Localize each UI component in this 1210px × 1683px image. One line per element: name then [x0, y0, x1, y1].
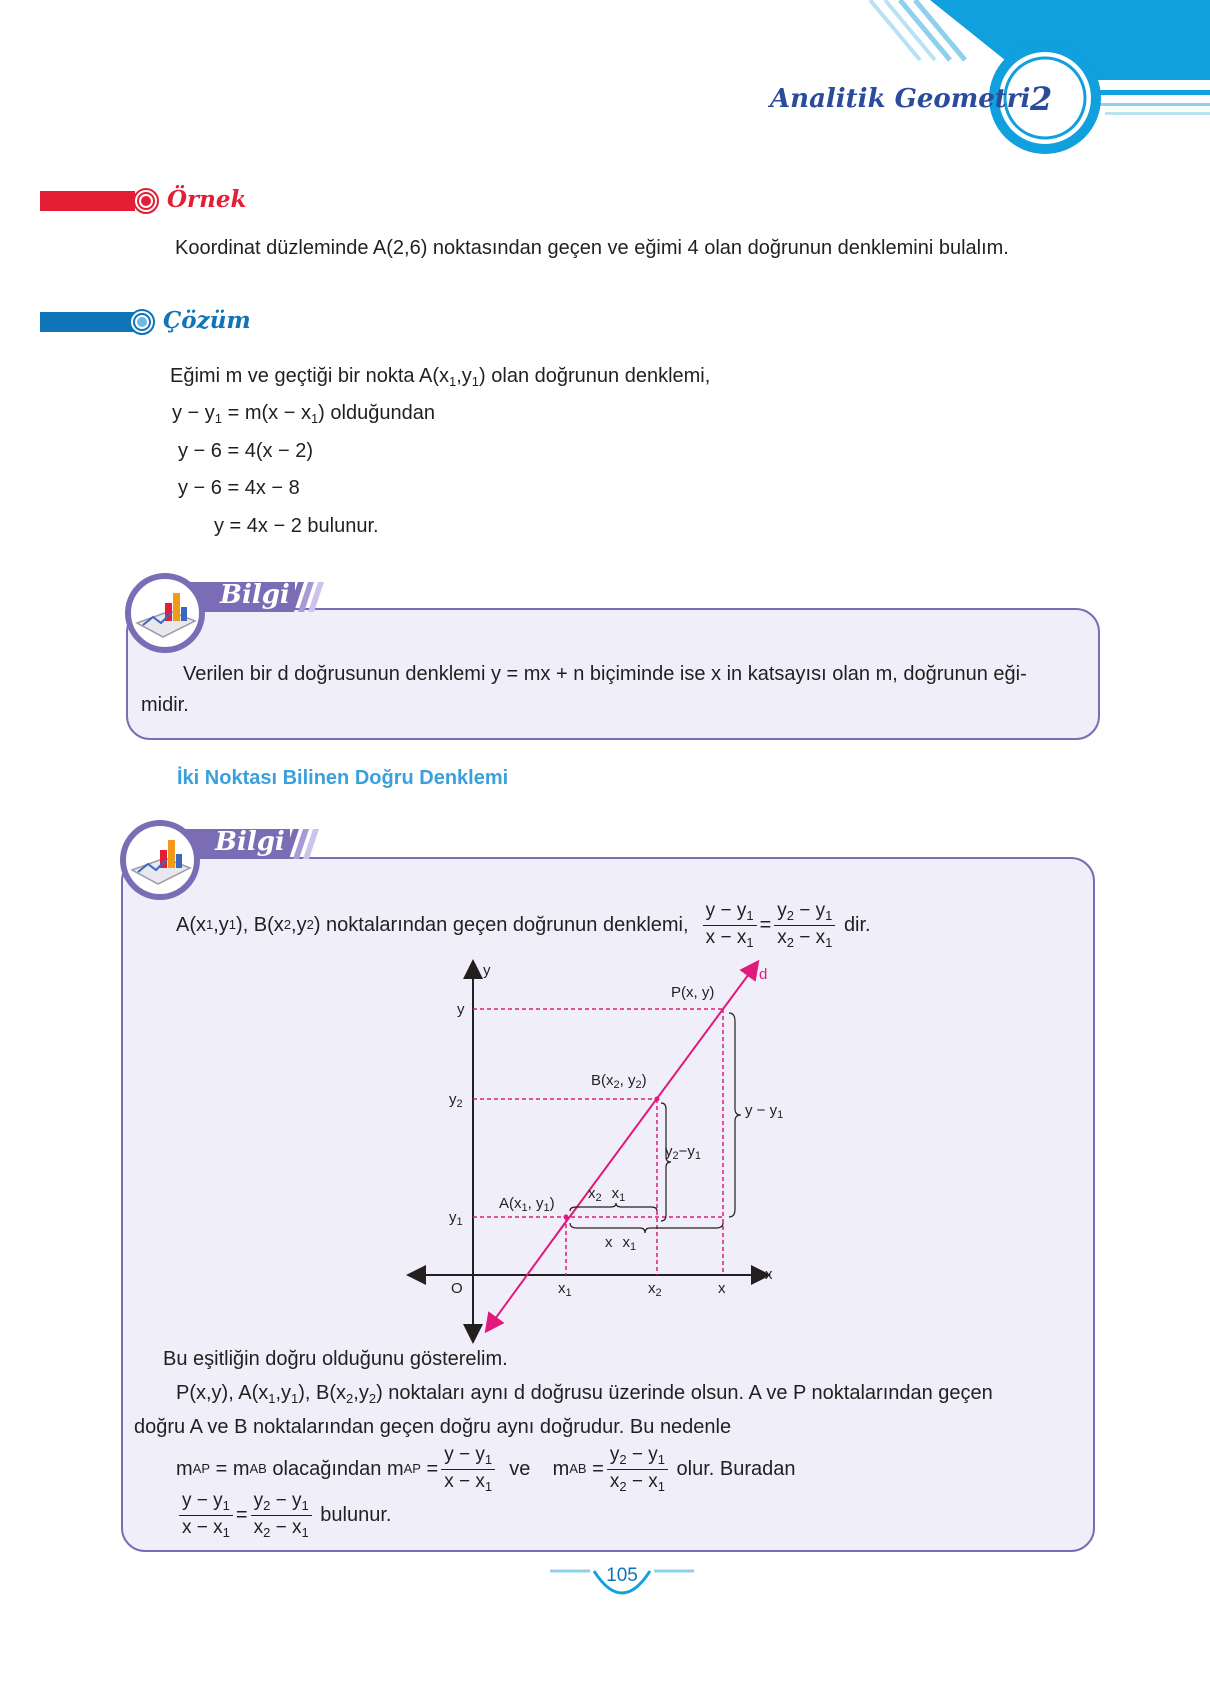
origin-label: O [451, 1280, 463, 1297]
x-tick-label: x [718, 1280, 726, 1297]
solution-line-1: Eğimi m ve geçtiği bir nokta $A(x_1,y_1)$ olan doğrunun denklemi, [170, 365, 711, 389]
bilgi-1-chart-icon [125, 573, 205, 653]
proof-result-line: $\frac{y - y_1}{x - x_1}$ = $\frac{y_2 - y_1}{x_2 - x_1}$ bulunur. [176, 1488, 391, 1542]
page-number: 105 [606, 1565, 638, 1586]
slope-ab-fraction: $\frac{y_2 - y_1}{x_2 - x_1}$ [607, 1444, 668, 1495]
y-tick-label: y [457, 1001, 465, 1018]
bilgi-2-stripes-icon [283, 829, 323, 859]
brace-y-minus-y1-label: $y - y_1$ [745, 1102, 784, 1121]
y2-tick-label: $y_2$ [449, 1091, 463, 1110]
result-right-fraction: $\frac{y_2 - y_1}{x_2 - x_1}$ [251, 1490, 312, 1541]
y-axis-label: y [483, 962, 491, 979]
bilgi-1-text-line-1: Verilen bir d doğrusunun denklemi y = mx + n biçiminde ise x in katsayısı olan m, doğrunun eği- [183, 663, 1027, 685]
bilgi-1-stripes-icon [288, 582, 328, 612]
y1-tick-label: $y_1$ [449, 1209, 463, 1228]
bilgi-2-chart-icon [120, 820, 200, 900]
point-p-label: P(x, y) [671, 984, 715, 1001]
line-diagram [395, 955, 795, 1345]
brace-x2-minus-x1-label: $x_2$ $x_1$ [588, 1185, 626, 1204]
proof-slope-line: m AP = m AB olacağından m AP = $\frac{y - y_1}{x - x_1}$ ve m AB = $\frac{y_2 - y_1}{x_2 - x_1}$ olur. Buradan [176, 1443, 796, 1494]
proof-line-1: Bu eşitliğin doğru olduğunu gösterelim. [163, 1348, 508, 1370]
slope-ap-fraction: $\frac{y - y_1}{x - x_1}$ [441, 1444, 495, 1495]
proof-line-3: doğru A ve B noktalarından geçen doğru aynı doğrudur. Bu nedenle [134, 1416, 732, 1438]
line-d-label: d [759, 966, 768, 983]
example-text: Koordinat düzleminde A(2,6) noktasından geçen ve eğimi 4 olan doğrunun denklemini bulalım. [175, 237, 1009, 259]
point-a-label: $A(x_1$, $y_1$) [499, 1195, 555, 1214]
solution-line-2: $y - y_1 = m(x - x_1)$ olduğundan [172, 402, 435, 426]
x1-tick-label: $x_1$ [558, 1280, 572, 1299]
solution-line-3: y − 6 = 4(x − 2) [178, 440, 314, 462]
chapter-title: Analitik Geometri [770, 84, 1031, 114]
bilgi-1-text-line-2: midir. [141, 694, 189, 716]
fraction-y2-y1-over-x2-x1: $\frac{y_2 - y_1}{x_2 - x_1}$ [774, 900, 835, 951]
fraction-y-y1-over-x-x1: $\frac{y - y_1}{x - x_1}$ [703, 900, 757, 951]
chapter-number: 2 [1030, 80, 1053, 118]
point-b-label: $B(x_2$, $y_2$) [591, 1072, 647, 1091]
x2-tick-label: $x_2$ [648, 1280, 662, 1299]
ornek-target-icon [130, 187, 162, 215]
brace-x-minus-x1-label: x $x_1$ [605, 1234, 637, 1253]
bilgi-2-intro: A(x 1 ,y 1 ), B(x 2 ,y 2 ) noktalarından geçen doğrunun denklemi, $\frac{y - y_1}{x - x_1}$ = $\frac{y_2 - y_1}{x_2 - x_1}$ dir. [176, 899, 871, 950]
x-axis-label: x [765, 1266, 773, 1283]
result-left-fraction: $\frac{y - y_1}{x - x_1}$ [179, 1490, 233, 1541]
bilgi-1-label: Bilgi [220, 580, 290, 610]
solution-line-5: y = 4x − 2 bulunur. [214, 515, 379, 537]
ornek-label: Örnek [167, 186, 247, 213]
bilgi-2-label: Bilgi [215, 827, 285, 857]
proof-line-2: P(x,y), $A(x_1,y_1)$, $B(x_2,y_2)$ noktaları aynı d doğrusu üzerinde olsun. A ve P noktalarından geçen [176, 1382, 993, 1406]
ornek-bar [40, 191, 135, 211]
point-b [655, 1097, 660, 1102]
cozum-target-icon [126, 308, 158, 336]
cozum-label: Çözüm [163, 307, 251, 334]
solution-line-4: y − 6 = 4x − 8 [178, 477, 300, 499]
brace-y2-minus-y1-label: $y_2-y_1$ [665, 1143, 702, 1162]
cozum-bar [40, 312, 135, 332]
section-heading: İki Noktası Bilinen Doğru Denklemi [177, 767, 509, 789]
point-a [564, 1215, 569, 1220]
